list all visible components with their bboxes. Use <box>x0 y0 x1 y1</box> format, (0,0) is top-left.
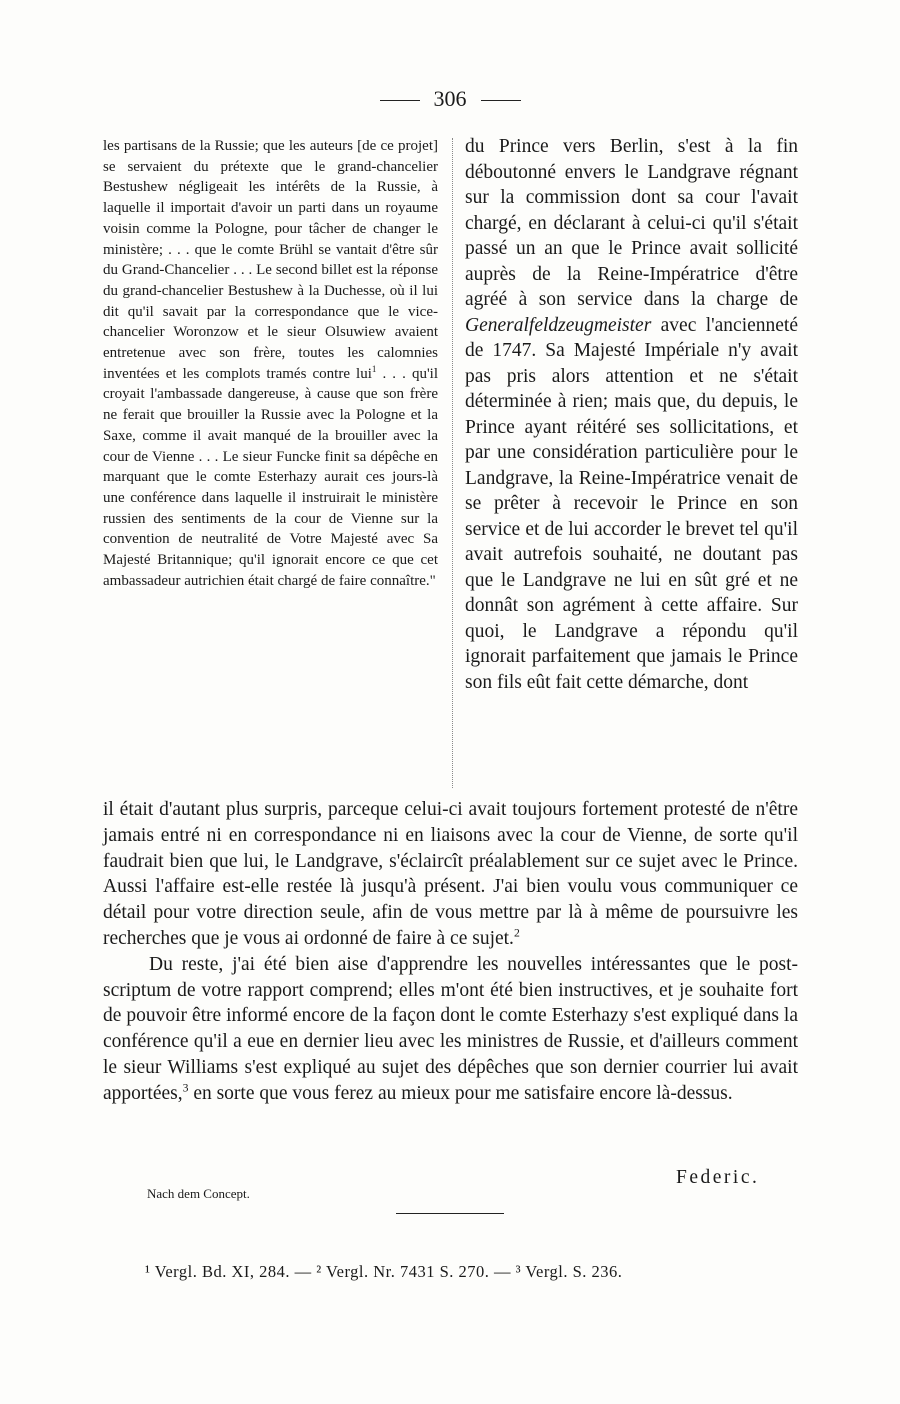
paragraph-1-text: il était d'autant plus surpris, parceque celui-ci avait toujours fortement protesté de n'être jamais entré ni en correspondance ni en liaisons avec la cour de Vienne, de sorte qu'il faudrait bien que lui, le Landgrave, s'éclaircît préalablement sur ce sujet avec le Prince. Aussi l'affaire est-elle restée là jusqu'à présent. J'ai bien voulu vous communiquer ce détail pour votre direction seule, afin de vous mettre par là à même de poursuivre les recherches que je vous ai ordonné de faire à ce sujet. <box>103 799 798 949</box>
page-number: 306 <box>433 86 467 111</box>
footnote-divider <box>396 1213 504 1214</box>
left-column-text-continued: . . . qu'il croyait l'ambassade dangereuse, à cause que son frère ne ferait que brouiller la Russie avec la Pologne et la Saxe, comme il avait manqué de la brouiller avec la cour de Vienne . . . Le sieur Funcke finit sa dépêche en marquant que le comte Esterhazy aurait ces jours-là une conférence dans laquelle il instruirait le ministère russien des sentiments de la cour de Vienne sur la convention de neutralité de Votre Majesté avec Sa Majesté Britannique; qu'il ignorait encore ce que cet ambassadeur autrichien était chargé de faire connaître." <box>103 365 438 589</box>
paragraph-2-text-end: en sorte que vous ferez au mieux pour me satisfaire encore là-dessus. <box>188 1082 733 1104</box>
right-column-text-end: avec l'ancienneté de 1747. Sa Majesté Impériale n'y avait pas pris alors attention et ne s'était déterminée à rien; mais que, du depuis, le Prince ayant réitéré ses sollicitations, et par une considération particulière pour le Landgrave, la Reine-Impératrice venait de se prêter à recevoir le Prince en son service et de lui accorder le brevet tel qu'il avait autrefois souhaité, ne doutant pas que le Landgrave ne lui en sût gré et ne donnât son agrément à cette affaire. Sur quoi, le Landgrave a répondu qu'il ignorait parfaitement que jamais le Prince son fils eût fait cette démarche, dont <box>465 314 798 693</box>
left-column-quote <box>103 136 438 591</box>
italic-term: Generalfeldzeugmeister <box>465 314 652 336</box>
right-column-text <box>465 134 798 695</box>
footnote-ref-3: 3 <box>182 1081 189 1095</box>
page-number-dash-right <box>481 100 521 101</box>
page-number-line <box>0 86 900 112</box>
column-divider <box>452 138 453 788</box>
paragraph-2-text: Du reste, j'ai été bien aise d'apprendre les nouvelles intéressantes que le post-scriptum de votre rapport comprend; elles m'ont été bien instructives, et je souhaite fort de pouvoir être informé encore de la façon dont le comte Esterhazy s'est expliqué dans la conférence qu'il a eue en dernier lieu avec les ministres de Russie, et d'ailleurs comment le sieur Williams s'est expliqué au sujet des dépêches que son dernier courrier lui avait apportées, <box>103 953 798 1104</box>
right-column-paragraph <box>465 134 798 695</box>
paragraph-continuation <box>103 797 798 952</box>
footnote-ref-2: 2 <box>513 926 520 940</box>
paragraph-2 <box>103 952 798 1107</box>
full-width-text <box>103 797 798 1107</box>
signature: Federic. <box>676 1167 760 1188</box>
footnote-ref-1: 1 <box>371 363 377 374</box>
footnotes: ¹ Vergl. Bd. XI, 284. — ² Vergl. Nr. 7431 S. 270. — ³ Vergl. S. 236. <box>145 1262 623 1281</box>
source-note: Nach dem Concept. <box>147 1186 250 1201</box>
page-number-dash-left <box>380 100 420 101</box>
left-column-text: les partisans de la Russie; que les auteurs [de ce projet] se servaient du prétexte que le grand-chancelier Bestushew négligeait les intérêts de la Russie, à laquelle il importait d'avoir un parti dans un royaume voisin comme la Pologne, pour tâcher de changer le ministère; . . . que le comte Brühl se vantait d'être sûr du Grand-Chancelier . . . Le second billet est la réponse du grand-chancelier Bestushew à la Duchesse, où il lui dit qu'il savait par la correspondance que le vice-chancelier Woronzow et le sieur Olsuwiew avaient entretenue avec son frère, toutes les calomnies inventées et les complots tramés contre lui <box>103 138 438 382</box>
right-column-text-start: du Prince vers Berlin, s'est à la fin déboutonné envers le Landgrave régnant sur la commission dont sa cour l'avait chargé, en déclarant à celui-ci qu'il s'était passé un an que le Prince avait sollicité auprès de la Reine-Impératrice d'être agréé à son service dans la charge de <box>465 136 798 310</box>
left-column-paragraph <box>103 136 438 591</box>
